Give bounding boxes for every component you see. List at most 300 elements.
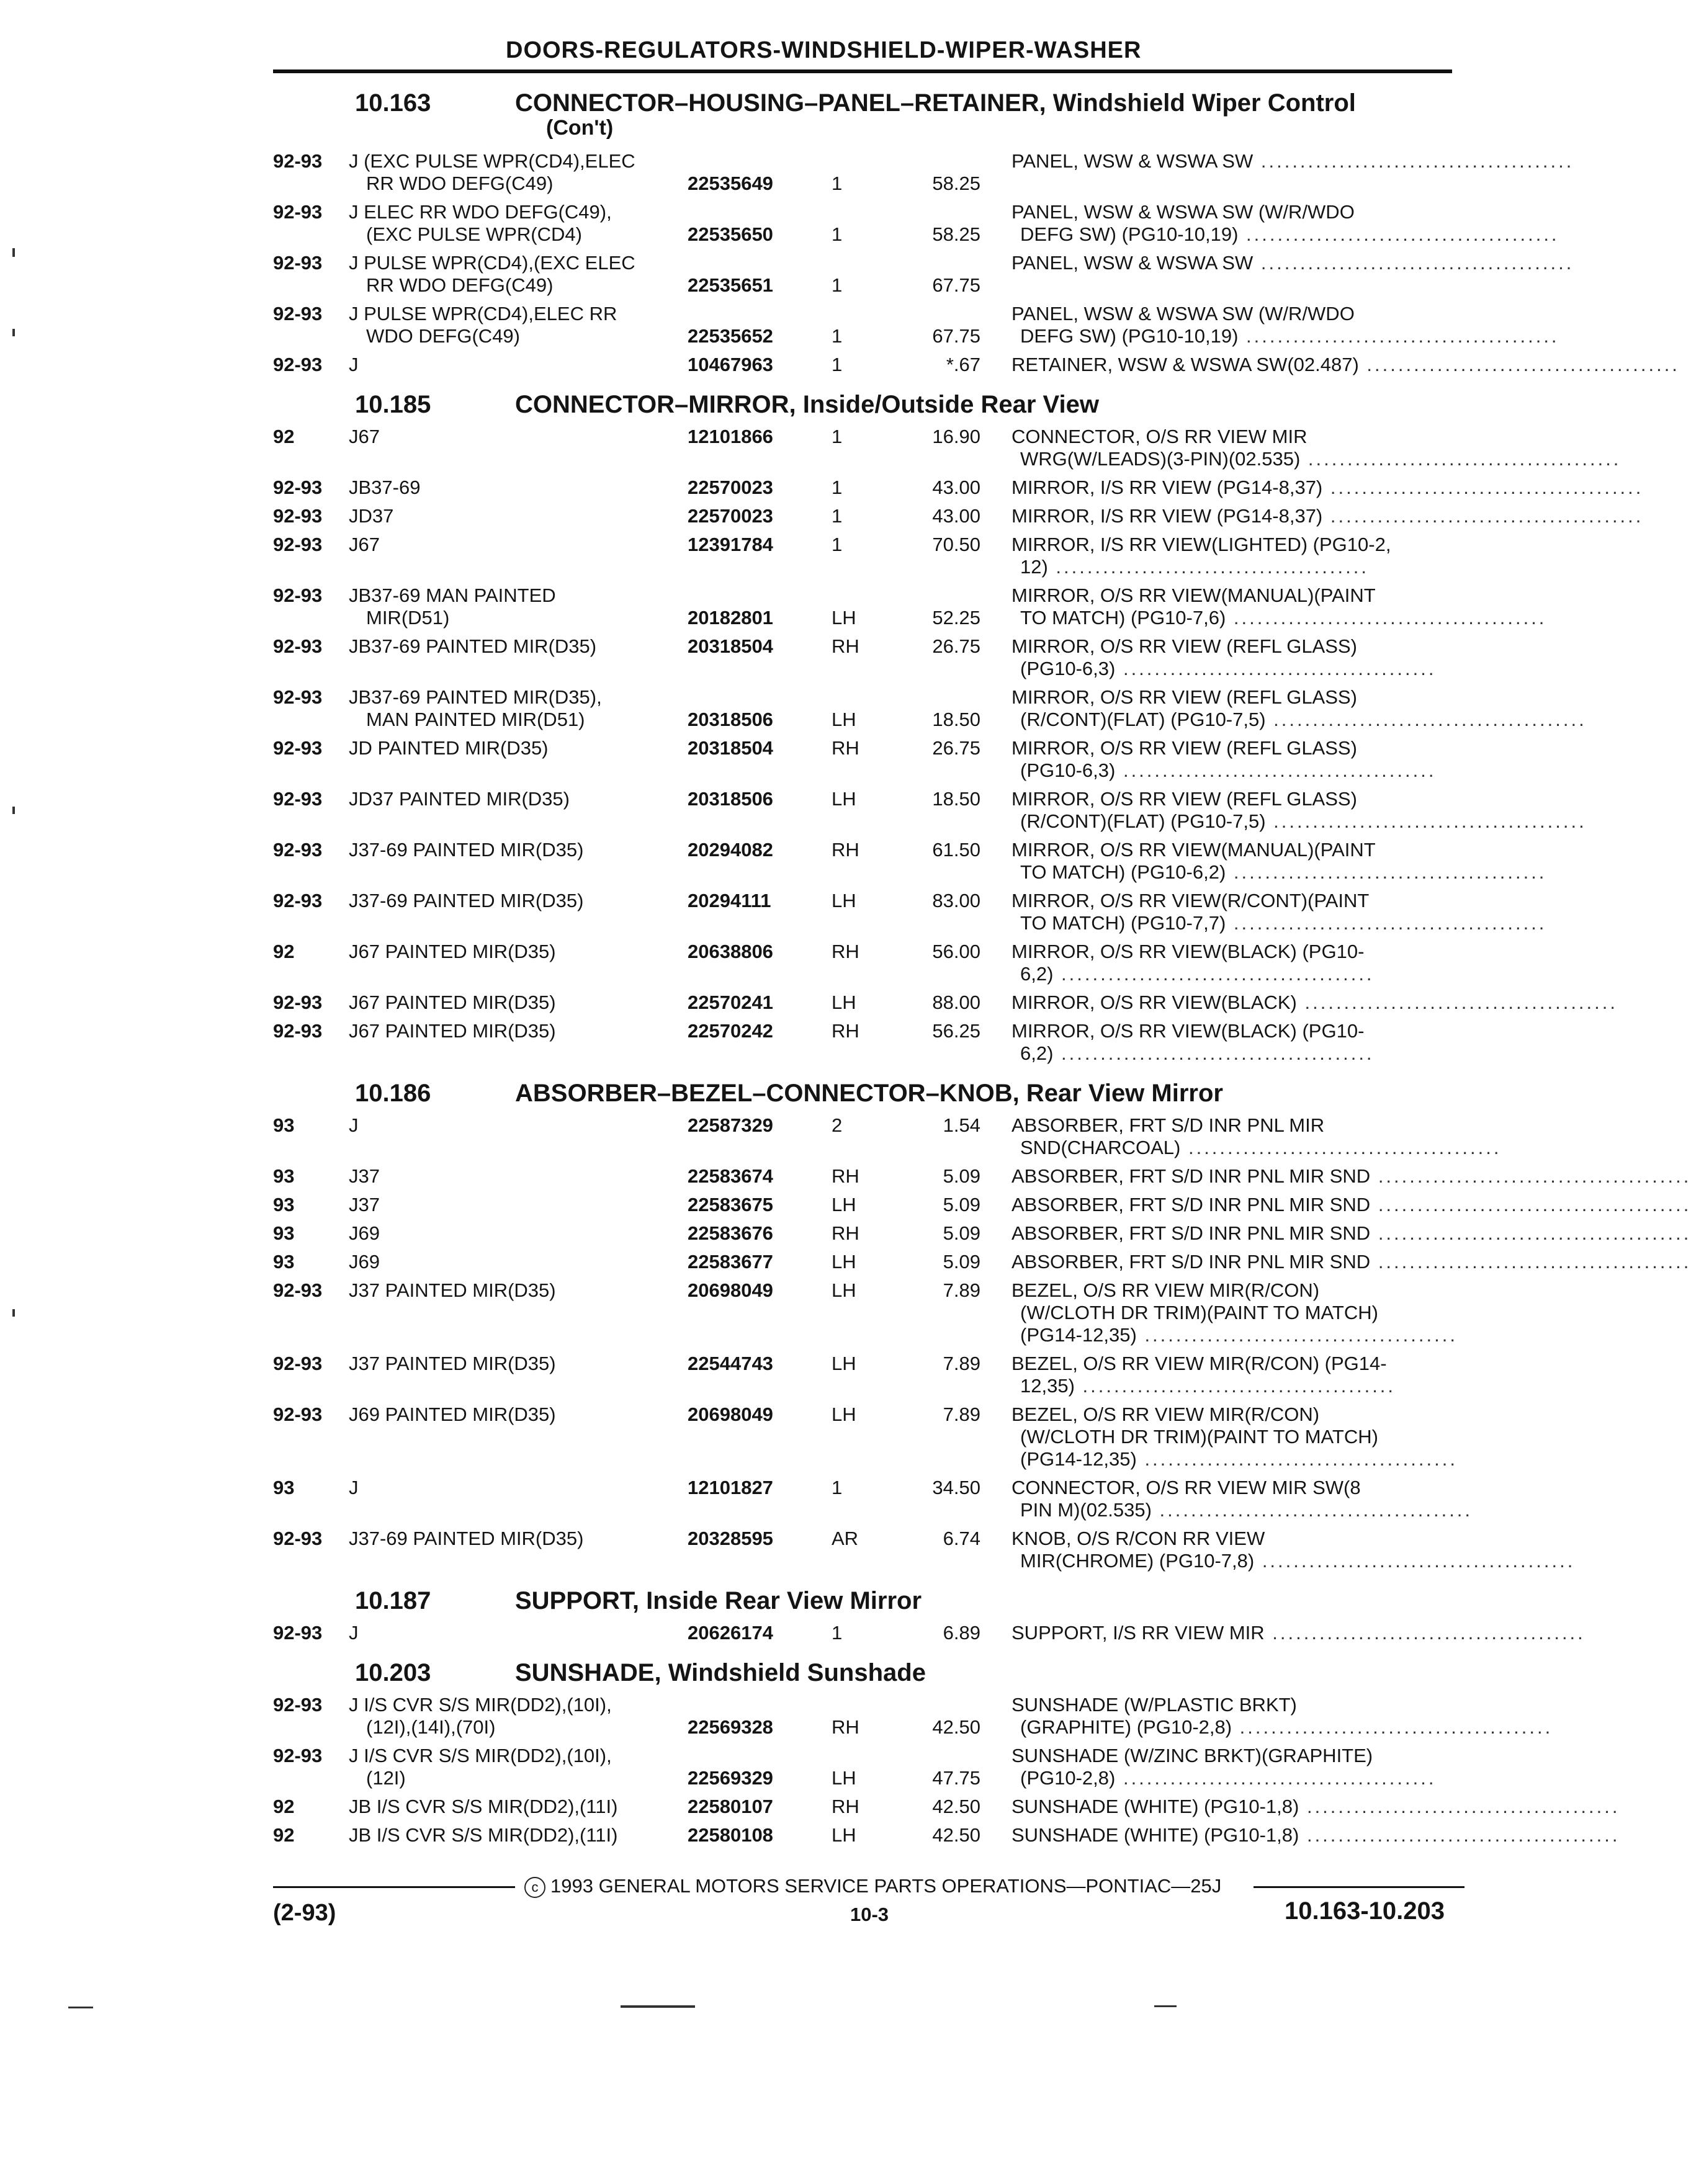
dot-leader: ........................................	[1232, 1716, 1553, 1738]
model-line-1: J67 PAINTED MIR(D35)	[349, 991, 556, 1013]
price: 43.00	[932, 477, 980, 498]
description-text: MIRROR, O/S RR VIEW (REFL GLASS)	[1011, 788, 1357, 810]
parts-row	[273, 426, 1621, 477]
model-line-1: J	[349, 1622, 359, 1644]
description-line-2	[1011, 709, 1587, 731]
parts-row	[273, 1694, 1553, 1745]
scan-speck	[12, 248, 15, 257]
description-text: MIRROR, I/S RR VIEW (PG14-8,37)	[1011, 477, 1323, 498]
quantity: AR	[832, 1528, 859, 1549]
dot-leader: ........................................	[1300, 448, 1621, 470]
description-line-1	[1011, 1194, 1691, 1216]
description-line-3	[1011, 1324, 1464, 1346]
parts-row	[273, 1824, 1620, 1853]
part-description	[1011, 1528, 1576, 1572]
description-text: SND(CHARCOAL)	[1020, 1137, 1181, 1158]
description-text: 12)	[1020, 556, 1048, 578]
part-number: 10467963	[683, 354, 818, 376]
part-description	[1011, 1796, 1620, 1818]
parts-row	[273, 252, 1574, 303]
description-line-1	[1011, 1403, 1464, 1426]
part-number: 22569328	[683, 1716, 818, 1739]
part-number: 22580107	[683, 1796, 818, 1818]
model-year: 92-93	[273, 1528, 323, 1549]
description-text: (PG14-12,35)	[1020, 1324, 1137, 1346]
part-description	[1011, 1165, 1691, 1188]
dot-leader: ........................................	[1322, 477, 1644, 498]
part-description	[1011, 354, 1680, 376]
quantity: 1	[832, 505, 843, 527]
quantity: LH	[832, 1403, 856, 1425]
description-line-1	[1011, 426, 1464, 448]
description-text: ABSORBER, FRT S/D INR PNL MIR	[1011, 1114, 1325, 1136]
footer-rule-right	[1254, 1886, 1464, 1888]
model-line-1: J37-69 PAINTED MIR(D35)	[349, 890, 584, 911]
description-line-2	[1011, 1042, 1464, 1065]
description-line-2	[1011, 1767, 1464, 1789]
part-number: 22535651	[683, 274, 818, 297]
copyright-text: 1993 GENERAL MOTORS SERVICE PARTS OPERATIONS—PONTIAC—25J	[550, 1875, 1222, 1897]
model-line-1: J37	[349, 1194, 380, 1215]
parts-row	[273, 534, 1464, 584]
quantity: LH	[832, 991, 856, 1013]
description-line-1	[1011, 1477, 1464, 1499]
description-text: (R/CONT)(FLAT) (PG10-7,5)	[1020, 709, 1266, 730]
model-line-2: WDO DEFG(C49)	[366, 325, 520, 347]
description-line-1	[1011, 477, 1644, 499]
copyright-icon: c	[524, 1877, 545, 1898]
description-text: (R/CONT)(FLAT) (PG10-7,5)	[1020, 810, 1266, 832]
part-description	[1011, 686, 1587, 731]
description-text: (PG10-6,3)	[1020, 658, 1116, 679]
parts-row	[273, 737, 1464, 788]
dot-leader: ........................................	[1370, 1251, 1691, 1273]
description-line-1	[1011, 534, 1464, 556]
part-number: 12101827	[683, 1477, 818, 1499]
model-year: 92	[273, 426, 295, 447]
section-heading	[273, 81, 1464, 150]
price: 26.75	[932, 635, 980, 657]
part-description	[1011, 991, 1618, 1014]
model-year: 92-93	[273, 505, 323, 527]
section-title-text: CONNECTOR–MIRROR, Inside/Outside Rear View	[515, 391, 1099, 418]
description-text: MIRROR, O/S RR VIEW(BLACK)	[1011, 991, 1297, 1013]
description-text: MIRROR, O/S RR VIEW (REFL GLASS)	[1011, 635, 1357, 657]
price: 83.00	[932, 890, 980, 911]
description-text: (PG10-2,8)	[1020, 1767, 1116, 1789]
part-number: 22580108	[683, 1824, 818, 1846]
model-line-1: JB I/S CVR S/S MIR(DD2),(11I)	[349, 1824, 618, 1846]
model-line-2: MAN PAINTED MIR(D51)	[366, 709, 585, 730]
description-line-2	[1011, 325, 1559, 347]
quantity: 1	[832, 534, 843, 555]
dot-leader: ........................................	[1136, 1448, 1458, 1470]
quantity: 1	[832, 325, 843, 347]
description-line-1	[1011, 890, 1464, 912]
model-line-1: J (EXC PULSE WPR(CD4),ELEC	[349, 150, 635, 172]
description-text: 12,35)	[1020, 1375, 1075, 1397]
description-line-1	[1011, 150, 1574, 172]
dot-leader: ........................................	[1370, 1194, 1691, 1215]
part-number: 20318506	[683, 788, 818, 810]
parts-row	[273, 1477, 1473, 1528]
part-description	[1011, 584, 1547, 629]
dot-leader: ........................................	[1047, 556, 1369, 578]
price: 58.25	[932, 172, 980, 194]
dot-leader: ........................................	[1115, 1767, 1437, 1789]
scan-speck	[12, 329, 15, 336]
description-line-1	[1011, 941, 1464, 963]
description-text: SUNSHADE (W/ZINC BRKT)(GRAPHITE)	[1011, 1745, 1373, 1766]
model-year: 93	[273, 1194, 295, 1215]
description-text: TO MATCH) (PG10-6,2)	[1020, 861, 1226, 883]
part-description	[1011, 477, 1644, 499]
description-line-1	[1011, 839, 1464, 861]
quantity: 2	[832, 1114, 843, 1136]
quantity: LH	[832, 1251, 856, 1273]
part-number: 20328595	[683, 1528, 818, 1550]
part-number: 22544743	[683, 1353, 818, 1375]
description-text: ABSORBER, FRT S/D INR PNL MIR SND	[1011, 1165, 1371, 1187]
parts-row	[273, 1222, 1691, 1251]
part-number: 20318504	[683, 635, 818, 658]
price: 58.25	[932, 223, 980, 245]
dot-leader: ........................................	[1115, 759, 1437, 781]
header-rule	[273, 69, 1452, 73]
footer-rule-left	[273, 1886, 515, 1888]
description-line-1	[1011, 1353, 1464, 1375]
description-line-1	[1011, 1796, 1620, 1818]
price: 42.50	[932, 1716, 980, 1738]
section-range: 10.163-10.203	[1285, 1897, 1445, 1925]
scan-speck	[12, 807, 15, 814]
dot-leader: ........................................	[1358, 354, 1680, 375]
model-line-1: J37 PAINTED MIR(D35)	[349, 1353, 556, 1374]
model-year: 92-93	[273, 201, 323, 223]
description-text: MIRROR, O/S RR VIEW (REFL GLASS)	[1011, 686, 1357, 708]
quantity: RH	[832, 737, 859, 759]
quantity: LH	[832, 1767, 856, 1789]
model-year: 92-93	[273, 1353, 323, 1374]
model-line-1: J67	[349, 534, 380, 555]
part-description	[1011, 788, 1587, 833]
section-title	[515, 89, 1458, 140]
model-year: 93	[273, 1114, 295, 1136]
quantity: RH	[832, 1716, 859, 1738]
price: 7.89	[943, 1403, 980, 1425]
part-number: 12391784	[683, 534, 818, 556]
model-year: 93	[273, 1222, 295, 1244]
description-line-3	[1011, 1448, 1464, 1470]
part-number: 22583677	[683, 1251, 818, 1273]
dot-leader: ........................................	[1299, 1824, 1620, 1846]
model-line-1: J	[349, 1114, 359, 1136]
model-line-1: J69 PAINTED MIR(D35)	[349, 1403, 556, 1425]
scan-speck	[621, 2005, 695, 2008]
description-line-2	[1011, 963, 1464, 985]
model-year: 92-93	[273, 635, 323, 657]
description-line-1	[1011, 991, 1618, 1014]
description-line-1	[1011, 1114, 1464, 1137]
description-line-1	[1011, 1222, 1691, 1245]
part-description	[1011, 1114, 1502, 1159]
price: 43.00	[932, 505, 980, 527]
part-description	[1011, 201, 1559, 246]
description-text: DEFG SW) (PG10-10,19)	[1020, 325, 1239, 347]
part-number: 22535650	[683, 223, 818, 246]
price: 42.50	[932, 1824, 980, 1846]
model-line-1: J37-69 PAINTED MIR(D35)	[349, 1528, 584, 1549]
price: 6.74	[943, 1528, 980, 1549]
part-description	[1011, 303, 1559, 347]
model-year: 92-93	[273, 1745, 323, 1766]
dot-leader: ........................................	[1238, 223, 1559, 245]
quantity: 1	[832, 172, 843, 194]
parts-row	[273, 1165, 1691, 1194]
description-line-2	[1011, 810, 1587, 833]
part-description	[1011, 1222, 1691, 1245]
dot-leader: ........................................	[1322, 505, 1644, 527]
quantity: 1	[832, 1622, 843, 1644]
model-year: 93	[273, 1251, 295, 1273]
description-line-2	[1011, 1375, 1464, 1397]
description-line-1	[1011, 505, 1644, 527]
description-text: (W/CLOTH DR TRIM)(PAINT TO MATCH)	[1020, 1426, 1378, 1448]
model-line-1: J69	[349, 1251, 380, 1273]
description-line-2	[1011, 861, 1547, 884]
model-year: 92-93	[273, 686, 323, 708]
section-title-text: ABSORBER–BEZEL–CONNECTOR–KNOB, Rear View Mirror	[515, 1080, 1223, 1107]
description-line-2	[1011, 1716, 1553, 1739]
part-number: 20294082	[683, 839, 818, 861]
section-heading	[273, 1650, 1464, 1694]
dot-leader: ........................................	[1253, 252, 1574, 274]
section-title	[515, 1080, 1458, 1108]
description-text: MIRROR, O/S RR VIEW(BLACK) (PG10-	[1011, 941, 1365, 962]
description-text: CONNECTOR, O/S RR VIEW MIR SW(8	[1011, 1477, 1361, 1498]
description-text: PANEL, WSW & WSWA SW	[1011, 150, 1254, 172]
model-year: 92-93	[273, 1279, 323, 1301]
section-title	[515, 391, 1458, 419]
part-description	[1011, 1622, 1586, 1644]
part-number: 20294111	[683, 890, 818, 912]
part-number: 22583674	[683, 1165, 818, 1188]
dot-leader: ........................................	[1254, 1550, 1576, 1572]
model-year: 93	[273, 1165, 295, 1187]
description-line-2	[1011, 1426, 1464, 1448]
model-year: 93	[273, 1477, 295, 1498]
footer-date: (2-93)	[273, 1900, 336, 1926]
part-description	[1011, 941, 1464, 985]
quantity: LH	[832, 1194, 856, 1215]
description-line-1	[1011, 201, 1464, 223]
model-line-2: MIR(D51)	[366, 607, 450, 629]
part-description	[1011, 1194, 1691, 1216]
model-year: 92-93	[273, 150, 323, 172]
scan-speck	[12, 1309, 15, 1317]
model-line-1: J PULSE WPR(CD4),(EXC ELEC	[349, 252, 635, 274]
price: 5.09	[943, 1165, 980, 1187]
price: 67.75	[932, 325, 980, 347]
part-description	[1011, 1477, 1473, 1521]
section-number: 10.187	[355, 1587, 431, 1614]
dot-leader: ........................................	[1226, 861, 1547, 883]
dot-leader: ........................................	[1264, 1622, 1586, 1644]
parts-row	[273, 1279, 1464, 1353]
model-line-1: JD37 PAINTED MIR(D35)	[349, 788, 570, 810]
description-text: MIRROR, O/S RR VIEW (REFL GLASS)	[1011, 737, 1357, 759]
parts-row	[273, 303, 1559, 354]
description-line-2	[1011, 912, 1547, 934]
parts-row	[273, 477, 1644, 505]
model-line-1: J67 PAINTED MIR(D35)	[349, 1020, 556, 1042]
model-line-1: J67 PAINTED MIR(D35)	[349, 941, 556, 962]
part-description	[1011, 1745, 1464, 1789]
model-year: 92	[273, 1796, 295, 1817]
model-year: 92-93	[273, 1403, 323, 1425]
part-description	[1011, 534, 1464, 578]
dot-leader: ........................................	[1053, 963, 1375, 985]
dot-leader: ........................................	[1226, 607, 1547, 629]
description-line-2	[1011, 223, 1559, 246]
parts-row	[273, 991, 1618, 1020]
description-line-1	[1011, 303, 1464, 325]
description-line-1	[1011, 1694, 1464, 1716]
description-text: BEZEL, O/S RR VIEW MIR(R/CON)	[1011, 1279, 1320, 1301]
description-text: SUNSHADE (WHITE) (PG10-1,8)	[1011, 1796, 1299, 1817]
price: 26.75	[932, 737, 980, 759]
description-line-2	[1011, 1499, 1473, 1521]
part-number: 20182801	[683, 607, 818, 629]
page-title: DOORS-REGULATORS-WINDSHIELD-WIPER-WASHER	[506, 37, 1142, 63]
part-description	[1011, 1020, 1464, 1065]
part-number: 22570242	[683, 1020, 818, 1042]
price: 70.50	[932, 534, 980, 555]
quantity: LH	[832, 607, 856, 629]
description-line-2	[1011, 759, 1464, 782]
description-line-1	[1011, 584, 1464, 607]
model-year: 92-93	[273, 1694, 323, 1716]
parts-row	[273, 839, 1547, 890]
section-heading	[273, 382, 1464, 426]
quantity: RH	[832, 941, 859, 962]
price: 18.50	[932, 709, 980, 730]
description-text: TO MATCH) (PG10-7,7)	[1020, 912, 1226, 934]
quantity: LH	[832, 1279, 856, 1301]
part-description	[1011, 1251, 1691, 1273]
section-title-text: SUPPORT, Inside Rear View Mirror	[515, 1587, 922, 1614]
quantity: 1	[832, 354, 843, 375]
price: 5.09	[943, 1222, 980, 1244]
model-line-1: JB37-69 PAINTED MIR(D35)	[349, 635, 597, 657]
model-year: 92-93	[273, 303, 323, 324]
description-line-2	[1011, 1137, 1502, 1159]
part-number: 20698049	[683, 1403, 818, 1426]
model-line-1: J67	[349, 426, 380, 447]
scan-speck	[68, 2007, 93, 2008]
part-number: 20318504	[683, 737, 818, 759]
parts-row	[273, 788, 1587, 839]
quantity: RH	[832, 1222, 859, 1244]
price: 42.50	[932, 1796, 980, 1817]
model-year: 92	[273, 941, 295, 962]
parts-row	[273, 1528, 1576, 1578]
quantity: 1	[832, 477, 843, 498]
model-line-1: J PULSE WPR(CD4),ELEC RR	[349, 303, 617, 324]
model-line-1: J ELEC RR WDO DEFG(C49),	[349, 201, 612, 223]
description-text: PIN M)(02.535)	[1020, 1499, 1152, 1521]
parts-row	[273, 1353, 1464, 1403]
model-year: 92-93	[273, 839, 323, 861]
description-text: ABSORBER, FRT S/D INR PNL MIR SND	[1011, 1222, 1371, 1244]
dot-leader: ........................................	[1370, 1165, 1691, 1187]
part-number: 20698049	[683, 1279, 818, 1302]
parts-listing	[273, 81, 1691, 1853]
dot-leader: ........................................	[1053, 1042, 1375, 1064]
description-text: TO MATCH) (PG10-7,6)	[1020, 607, 1226, 629]
price: *.67	[946, 354, 980, 375]
part-description	[1011, 1279, 1464, 1346]
parts-row	[273, 1745, 1464, 1796]
parts-row	[273, 1622, 1586, 1650]
model-year: 92-93	[273, 890, 323, 911]
price: 47.75	[932, 1767, 980, 1789]
dot-leader: ........................................	[1265, 709, 1587, 730]
section-number: 10.203	[355, 1659, 431, 1686]
section-heading	[273, 1578, 1464, 1622]
description-line-1	[1011, 1251, 1691, 1273]
model-line-1: JB37-69	[349, 477, 421, 498]
description-text: MIRROR, I/S RR VIEW (PG14-8,37)	[1011, 505, 1323, 527]
description-text: (GRAPHITE) (PG10-2,8)	[1020, 1716, 1232, 1738]
description-text: KNOB, O/S R/CON RR VIEW	[1011, 1528, 1265, 1549]
model-year: 92-93	[273, 534, 323, 555]
description-text: ABSORBER, FRT S/D INR PNL MIR SND	[1011, 1251, 1371, 1273]
description-line-1	[1011, 1528, 1464, 1550]
section-number: 10.163	[355, 89, 431, 117]
model-line-1: J I/S CVR S/S MIR(DD2),(10I),	[349, 1694, 612, 1716]
dot-leader: ........................................	[1253, 150, 1574, 172]
quantity: RH	[832, 635, 859, 657]
part-number: 22535649	[683, 172, 818, 195]
description-line-1	[1011, 1020, 1464, 1042]
model-line-1: J37-69 PAINTED MIR(D35)	[349, 839, 584, 861]
part-description	[1011, 1694, 1553, 1739]
parts-row	[273, 1020, 1464, 1071]
description-text: PANEL, WSW & WSWA SW	[1011, 252, 1254, 274]
page-number: 10-3	[850, 1904, 889, 1925]
description-text: ABSORBER, FRT S/D INR PNL MIR SND	[1011, 1194, 1371, 1215]
description-text: MIRROR, O/S RR VIEW(MANUAL)(PAINT	[1011, 839, 1376, 861]
parts-row	[273, 1796, 1620, 1824]
description-text: SUNSHADE (W/PLASTIC BRKT)	[1011, 1694, 1297, 1716]
description-line-2	[1011, 607, 1547, 629]
description-line-1	[1011, 635, 1464, 658]
price: 6.89	[943, 1622, 980, 1644]
part-number: 12101866	[683, 426, 818, 448]
quantity: LH	[832, 1353, 856, 1374]
description-text: BEZEL, O/S RR VIEW MIR(R/CON)	[1011, 1403, 1320, 1425]
part-description	[1011, 1353, 1464, 1397]
dot-leader: ........................................	[1226, 912, 1547, 934]
model-year: 92-93	[273, 991, 323, 1013]
part-description	[1011, 505, 1644, 527]
quantity: 1	[832, 426, 843, 447]
model-line-1: J	[349, 1477, 359, 1498]
part-description	[1011, 737, 1464, 782]
description-line-2	[1011, 658, 1464, 680]
section-title-text: SUNSHADE, Windshield Sunshade	[515, 1659, 926, 1686]
